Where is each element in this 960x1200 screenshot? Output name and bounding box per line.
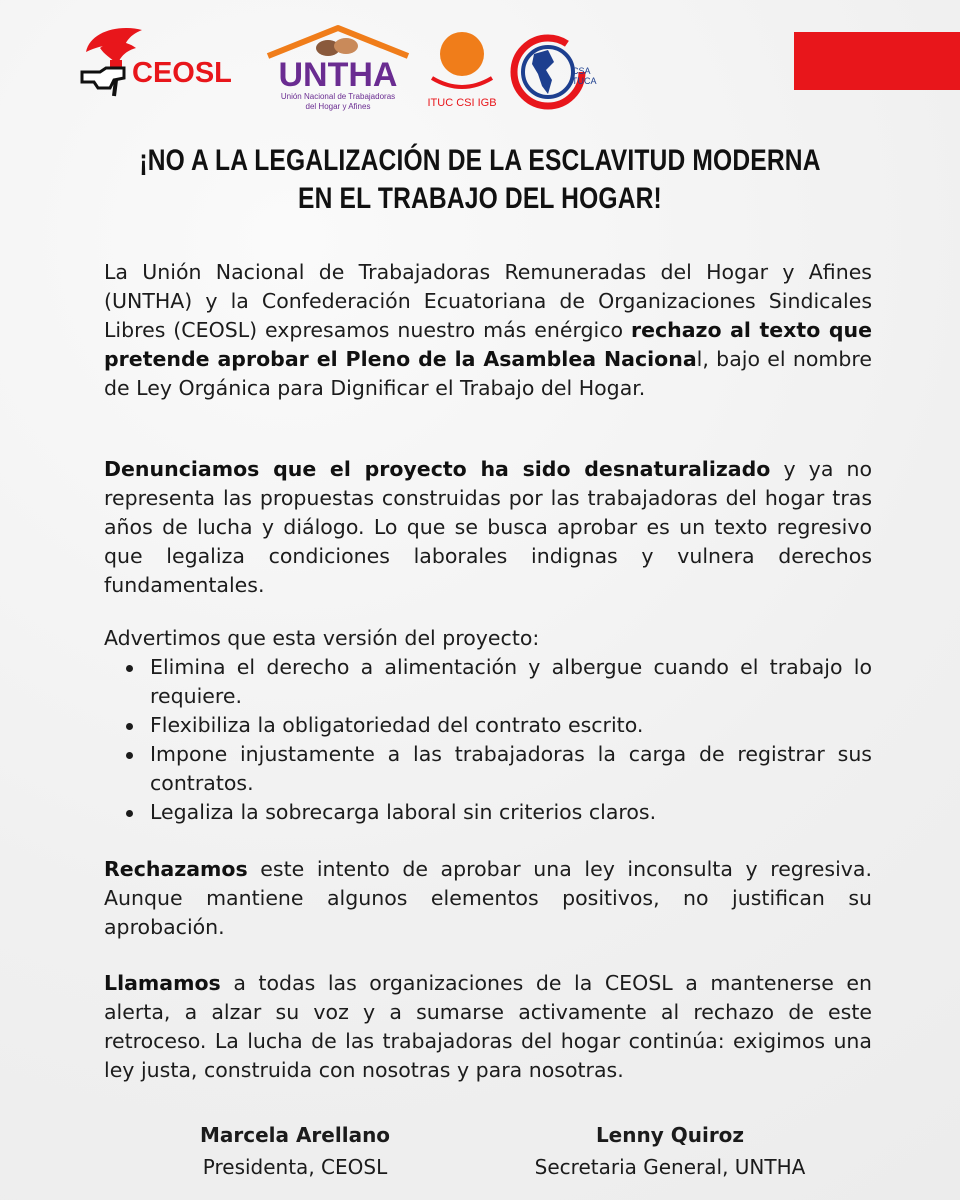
intro-text-end: l, bajo el nombre de Ley Orgánica para Dignificar el Trabajo del Hogar. <box>104 347 872 400</box>
intro-bold: rechazo al texto que pretende aprobar el Pleno de la Asamblea Naciona <box>104 318 872 371</box>
ituc-logo <box>420 26 504 112</box>
intro-text: La Unión Nacional de Trabajadoras Remuneradas del Hogar y Afines (UNTHA) y la Confederación Ecuatoriana de Organizaciones Sindicales Libres (CEOSL) expresamos nuestro más enérgico <box>104 260 872 342</box>
paragraph-intro <box>104 258 872 403</box>
list-item: Elimina el derecho a alimentación y albergue cuando el trabajo lo requiere. <box>150 653 872 711</box>
paragraph-llamado <box>104 969 872 1085</box>
llamado-bold: Llamamos <box>104 971 221 995</box>
signature-role: Secretaria General, UNTHA <box>534 1155 806 1179</box>
signature-role: Presidenta, CEOSL <box>202 1155 388 1179</box>
svg-text:Unión Nacional de Trabajadoras: Unión Nacional de Trabajadoras <box>280 92 396 101</box>
red-banner-block <box>794 32 960 90</box>
signature-ceosl <box>150 1120 440 1184</box>
logo-bar <box>0 0 960 120</box>
rechazo-text: este intento de aprobar una ley inconsulta y regresiva. Aunque mantiene algunos elementos positivos, no justifican su aprobación. <box>104 857 872 939</box>
title-line-2: EN EL TRABAJO DEL HOGAR! <box>298 182 662 215</box>
signature-name: Marcela Arellano <box>199 1123 391 1147</box>
svg-text:TUCA: TUCA <box>572 76 597 86</box>
advertencia-intro: Advertimos que esta versión del proyecto: <box>104 626 540 650</box>
svg-text:ITUC CSI IGB: ITUC CSI IGB <box>427 97 497 109</box>
paragraph-rechazo <box>104 855 872 942</box>
denuncia-bold: Denunciamos que el proyecto ha sido desnaturalizado <box>104 457 771 481</box>
svg-text:CSA: CSA <box>572 66 591 76</box>
svg-text:CEOSL: CEOSL <box>132 57 232 89</box>
list-item: Impone injustamente a las trabajadoras la carga de registrar sus contratos. <box>150 740 872 798</box>
paragraph-advertencia <box>104 624 872 827</box>
svg-text:UNTHA: UNTHA <box>278 56 398 94</box>
untha-logo <box>262 22 414 114</box>
title-line-1: ¡NO A LA LEGALIZACIÓN DE LA ESCLAVITUD MODERNA <box>139 144 821 177</box>
svg-text:del Hogar y Afines: del Hogar y Afines <box>305 102 371 111</box>
llamado-text: a todas las organizaciones de la CEOSL a mantenerse en alerta, a alzar su voz y a sumarse activamente al rechazo de este retroceso. La lucha de las trabajadoras del hogar continúa: exigimos una ley justa, construida con nosotras y para nosotras. <box>104 971 872 1082</box>
denuncia-text: y ya no representa las propuestas construidas por las trabajadoras del hogar tras años de lucha y diálogo. Lo que se busca aprobar es un texto regresivo que legaliza condiciones laborales indignas y vulnera derechos fundamentales. <box>104 457 872 597</box>
bullet-list <box>104 653 872 827</box>
rechazo-bold: Rechazamos <box>104 857 248 881</box>
list-item: Flexibiliza la obligatoriedad del contrato escrito. <box>150 711 872 740</box>
signature-name: Lenny Quiroz <box>595 1123 745 1147</box>
paragraph-denuncia <box>104 455 872 600</box>
csa-tuca-logo <box>508 30 597 112</box>
ceosl-logo <box>80 22 250 102</box>
document-title <box>86 142 873 218</box>
list-item: Legaliza la sobrecarga laboral sin criterios claros. <box>150 798 872 827</box>
signature-untha <box>500 1120 840 1184</box>
